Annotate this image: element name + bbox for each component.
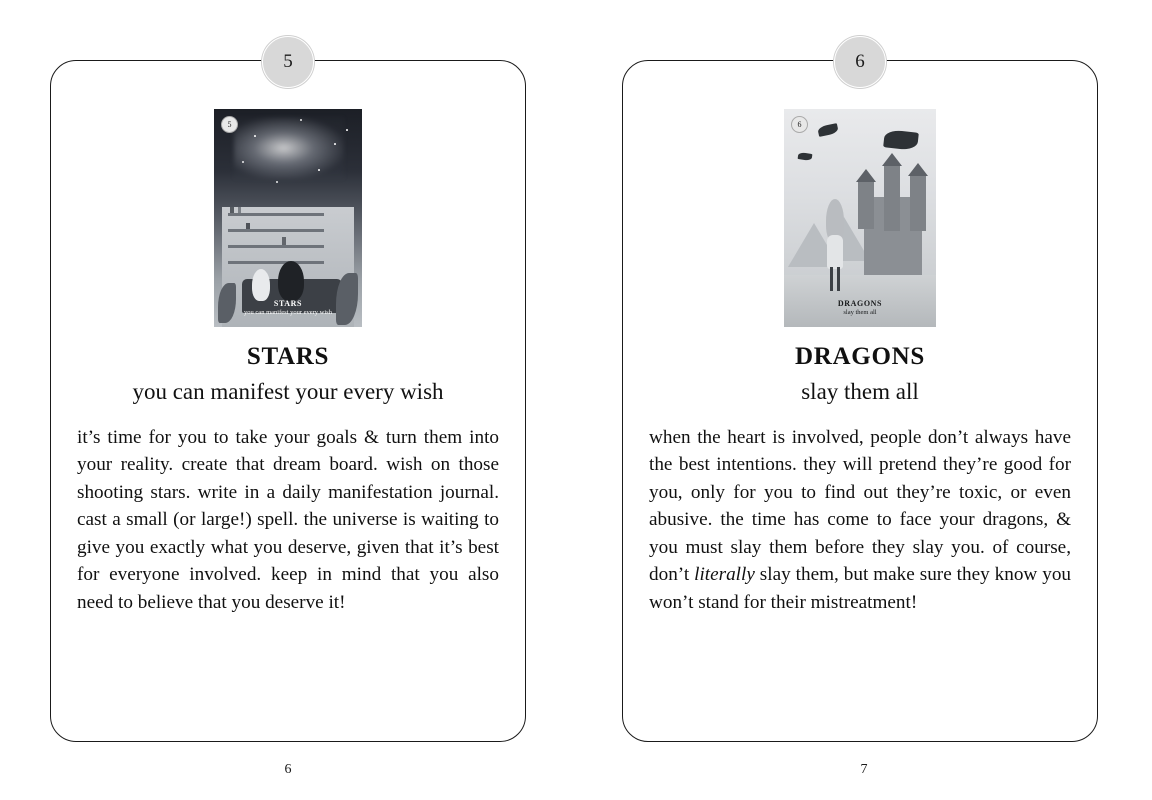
thumbnail-number-badge: 5: [221, 116, 238, 133]
bookshelf-board: [228, 245, 324, 248]
castle-turret: [858, 181, 874, 229]
thumbnail-caption: [214, 299, 362, 317]
thumbnail-caption-subtitle: slay them all: [843, 308, 877, 316]
castle-turret: [884, 165, 900, 231]
card-title-right: DRAGONS: [795, 343, 925, 370]
card-title-left: STARS: [246, 343, 330, 370]
card-subtitle-left: you can manifest your every wish: [132, 379, 444, 404]
page-number-left: 6: [284, 762, 292, 777]
castle: [864, 197, 922, 283]
dragon-large: [883, 129, 919, 150]
card-number-badge-left: 5: [262, 36, 314, 88]
page-number-right: 7: [860, 762, 868, 777]
bookshelf-board: [228, 261, 324, 264]
figure-dress: [827, 235, 843, 269]
figure-leg: [837, 267, 840, 291]
bookshelf-board: [228, 213, 324, 216]
figure-lounging: [278, 261, 304, 301]
illustration-dragons: [784, 109, 936, 327]
book-spine: [246, 223, 250, 229]
thumbnail-caption-title: DRAGONS: [837, 298, 883, 308]
star-speck: [318, 169, 320, 171]
figure-leg: [830, 267, 833, 291]
star-speck: [276, 181, 278, 183]
card-body-left: it’s time for you to take your goals & turn them into your reality. create that dream board. wish on those shooting stars. write in a daily manifestation journal. cast a small (or large!) spell. the universe is waiting to give you exactly what you deserve, given that it’s best for everyone involved. keep in mind that you also need to believe that you deserve it!: [77, 427, 499, 613]
star-speck: [254, 135, 256, 137]
book-spine: [230, 207, 234, 213]
star-speck: [334, 143, 336, 145]
card-body-right: [649, 424, 1071, 616]
dragon-silhouette: [817, 123, 839, 137]
card-subtitle-right: slay them all: [801, 379, 919, 404]
body-text-part-2: slay them, but make sure they know you won’t stand for their mistreatment!: [649, 564, 1072, 613]
thumbnail-caption: [784, 299, 936, 317]
illustration-stars: [214, 109, 362, 327]
castle-turret: [910, 175, 926, 231]
card-frame-right: [622, 51, 1098, 742]
star-speck: [242, 161, 244, 163]
card-frame-left: [50, 51, 526, 742]
book-spine: [238, 207, 241, 213]
dragon-silhouette: [798, 152, 813, 161]
card-number-badge-right: 6: [834, 36, 886, 88]
star-speck: [346, 129, 348, 131]
star-speck: [300, 119, 302, 121]
body-text-emphasis: literally: [694, 564, 755, 586]
bookshelf-board: [228, 229, 324, 232]
thumbnail-number-badge: 6: [791, 116, 808, 133]
page-right: [576, 0, 1152, 800]
thumbnail-caption-subtitle: you can manifest your every wish: [244, 308, 332, 316]
galaxy-glow: [234, 117, 344, 179]
book-spine: [282, 237, 286, 245]
figure-girl: [824, 199, 846, 291]
thumbnail-caption-title: STARS: [273, 298, 303, 308]
figure-reading: [252, 269, 270, 301]
body-text-part-1: when the heart is involved, people don’t always have the best intentions. they will pretend they’re good for you, only for you to find out they’re toxic, or even abusive. the time has come to face your dragons, & you must slay them before they slay you. of course, don’t: [649, 427, 1071, 586]
